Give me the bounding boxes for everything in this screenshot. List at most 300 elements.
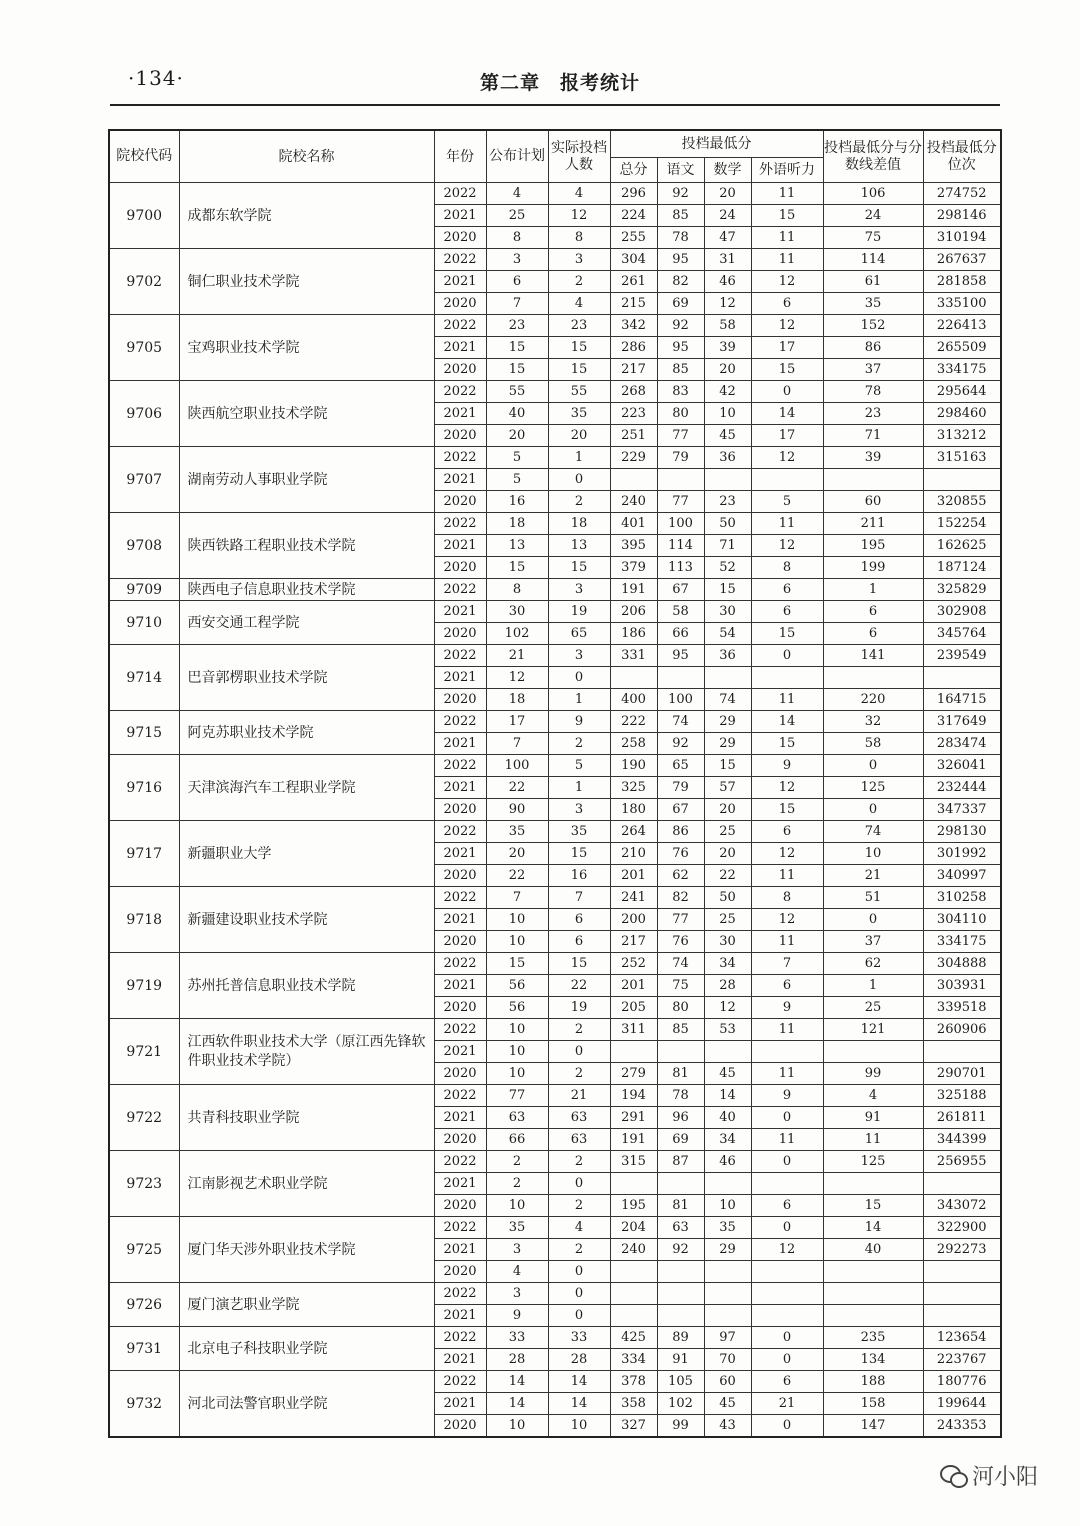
listening-cell: 15 [751,733,823,755]
chinese-cell: 74 [657,711,704,733]
total-cell: 304 [610,249,657,271]
total-cell: 229 [610,447,657,469]
diff-cell: 0 [823,799,923,821]
actual-cell: 15 [548,557,610,579]
listening-cell: 0 [751,381,823,403]
diff-cell: 195 [823,535,923,557]
rank-cell: 187124 [923,557,1001,579]
actual-cell: 14 [548,1371,610,1393]
total-cell: 378 [610,1371,657,1393]
actual-cell: 2 [548,491,610,513]
listening-cell: 12 [751,909,823,931]
chinese-cell: 78 [657,1085,704,1107]
diff-cell: 35 [823,293,923,315]
actual-cell: 12 [548,205,610,227]
plan-cell: 10 [486,1063,548,1085]
total-cell: 258 [610,733,657,755]
plan-cell: 25 [486,205,548,227]
year-cell: 2022 [434,447,486,469]
school-code-cell: 9715 [109,711,179,755]
listening-cell: 14 [751,403,823,425]
chinese-cell: 105 [657,1371,704,1393]
chinese-cell [657,469,704,491]
math-cell: 45 [704,1063,751,1085]
chinese-cell: 77 [657,491,704,513]
rank-cell: 243353 [923,1415,1001,1438]
actual-cell: 14 [548,1393,610,1415]
year-cell: 2020 [434,865,486,887]
diff-cell: 220 [823,689,923,711]
plan-cell: 22 [486,865,548,887]
diff-cell: 1 [823,975,923,997]
math-cell: 15 [704,579,751,601]
math-cell: 57 [704,777,751,799]
diff-cell: 78 [823,381,923,403]
rank-cell [923,1305,1001,1327]
listening-cell: 6 [751,1371,823,1393]
plan-cell: 77 [486,1085,548,1107]
table-row [109,953,1001,975]
rank-cell [923,1173,1001,1195]
table-row [109,381,1001,403]
school-name-cell: 天津滨海汽车工程职业学院 [179,755,434,821]
plan-cell: 15 [486,359,548,381]
plan-cell: 35 [486,821,548,843]
actual-cell: 0 [548,667,610,689]
plan-cell: 3 [486,1283,548,1305]
plan-cell: 12 [486,667,548,689]
actual-cell: 8 [548,227,610,249]
diff-cell: 62 [823,953,923,975]
math-cell: 50 [704,887,751,909]
plan-cell: 14 [486,1393,548,1415]
plan-cell: 13 [486,535,548,557]
actual-cell: 63 [548,1129,610,1151]
math-cell: 42 [704,381,751,403]
plan-cell: 7 [486,293,548,315]
school-code-cell: 9717 [109,821,179,887]
chinese-cell: 82 [657,887,704,909]
rank-cell: 226413 [923,315,1001,337]
actual-cell: 15 [548,337,610,359]
rank-cell: 260906 [923,1019,1001,1041]
actual-cell: 0 [548,1173,610,1195]
year-cell: 2021 [434,733,486,755]
total-cell: 204 [610,1217,657,1239]
total-cell [610,1283,657,1305]
table-row [109,1217,1001,1239]
rank-cell: 317649 [923,711,1001,733]
total-cell: 251 [610,425,657,447]
rank-cell: 283474 [923,733,1001,755]
actual-cell: 15 [548,843,610,865]
math-cell: 20 [704,799,751,821]
table-row [109,1151,1001,1173]
plan-cell: 6 [486,271,548,293]
year-cell: 2020 [434,997,486,1019]
total-cell: 191 [610,1129,657,1151]
actual-cell: 2 [548,1239,610,1261]
chinese-cell: 69 [657,1129,704,1151]
rank-cell: 274752 [923,183,1001,205]
plan-cell: 8 [486,579,548,601]
header-chinese: 语文 [657,158,704,183]
chinese-cell [657,1261,704,1283]
plan-cell: 35 [486,1217,548,1239]
year-cell: 2020 [434,425,486,447]
total-cell [610,667,657,689]
school-code-cell: 9718 [109,887,179,953]
plan-cell: 3 [486,1239,548,1261]
math-cell: 23 [704,491,751,513]
diff-cell: 152 [823,315,923,337]
math-cell: 34 [704,1129,751,1151]
diff-cell: 158 [823,1393,923,1415]
plan-cell: 20 [486,843,548,865]
school-name-cell: 厦门华天涉外职业技术学院 [179,1217,434,1283]
wechat-watermark [940,1460,1038,1491]
plan-cell: 2 [486,1173,548,1195]
header-rule [110,104,1000,106]
year-cell: 2020 [434,931,486,953]
year-cell: 2020 [434,359,486,381]
total-cell: 241 [610,887,657,909]
math-cell: 20 [704,183,751,205]
rank-cell: 320855 [923,491,1001,513]
year-cell: 2021 [434,667,486,689]
actual-cell: 3 [548,799,610,821]
watermark-text: 河小阳 [972,1465,1039,1490]
total-cell: 395 [610,535,657,557]
math-cell: 45 [704,425,751,447]
chinese-cell: 80 [657,403,704,425]
plan-cell: 9 [486,1305,548,1327]
actual-cell: 0 [548,1305,610,1327]
diff-cell: 60 [823,491,923,513]
total-cell: 286 [610,337,657,359]
year-cell: 2022 [434,183,486,205]
year-cell: 2022 [434,1085,486,1107]
rank-cell: 290701 [923,1063,1001,1085]
rank-cell: 152254 [923,513,1001,535]
plan-cell: 15 [486,337,548,359]
total-cell: 327 [610,1415,657,1438]
year-cell: 2021 [434,205,486,227]
chinese-cell: 83 [657,381,704,403]
diff-cell: 37 [823,931,923,953]
total-cell: 200 [610,909,657,931]
math-cell: 29 [704,711,751,733]
plan-cell: 33 [486,1327,548,1349]
school-code-cell: 9705 [109,315,179,381]
chinese-cell: 79 [657,447,704,469]
year-cell: 2022 [434,381,486,403]
chinese-cell: 99 [657,1415,704,1438]
table-row [109,249,1001,271]
diff-cell: 121 [823,1019,923,1041]
diff-cell: 24 [823,205,923,227]
total-cell: 264 [610,821,657,843]
school-code-cell: 9710 [109,601,179,645]
chinese-cell: 113 [657,557,704,579]
math-cell: 43 [704,1415,751,1438]
diff-cell: 86 [823,337,923,359]
chinese-cell: 78 [657,227,704,249]
school-name-cell: 江西软件职业技术大学（原江西先锋软件职业技术学院） [179,1019,434,1085]
diff-cell: 4 [823,1085,923,1107]
rank-cell: 344399 [923,1129,1001,1151]
plan-cell: 20 [486,425,548,447]
listening-cell: 9 [751,755,823,777]
plan-cell: 40 [486,403,548,425]
plan-cell: 8 [486,227,548,249]
total-cell: 261 [610,271,657,293]
plan-cell: 90 [486,799,548,821]
chinese-cell: 66 [657,623,704,645]
listening-cell: 17 [751,337,823,359]
math-cell [704,667,751,689]
rank-cell: 295644 [923,381,1001,403]
year-cell: 2021 [434,1041,486,1063]
diff-cell: 23 [823,403,923,425]
actual-cell: 16 [548,865,610,887]
math-cell: 20 [704,843,751,865]
school-name-cell: 共青科技职业学院 [179,1085,434,1151]
math-cell: 39 [704,337,751,359]
year-cell: 2022 [434,513,486,535]
total-cell: 206 [610,601,657,623]
actual-cell: 22 [548,975,610,997]
header-year: 年份 [434,130,486,183]
chinese-cell: 114 [657,535,704,557]
actual-cell: 3 [548,579,610,601]
table-row [109,1371,1001,1393]
listening-cell: 11 [751,865,823,887]
school-name-cell: 巴音郭楞职业技术学院 [179,645,434,711]
math-cell: 14 [704,1085,751,1107]
math-cell: 40 [704,1107,751,1129]
total-cell: 334 [610,1349,657,1371]
total-cell: 240 [610,1239,657,1261]
actual-cell: 28 [548,1349,610,1371]
rank-cell: 292273 [923,1239,1001,1261]
school-name-cell: 新疆职业大学 [179,821,434,887]
school-code-cell: 9709 [109,579,179,601]
math-cell: 28 [704,975,751,997]
year-cell: 2022 [434,755,486,777]
listening-cell: 11 [751,249,823,271]
diff-cell: 74 [823,821,923,843]
rank-cell: 302908 [923,601,1001,623]
page-number: ·134· [128,66,184,90]
listening-cell: 11 [751,513,823,535]
year-cell: 2021 [434,1173,486,1195]
total-cell: 223 [610,403,657,425]
plan-cell: 10 [486,1019,548,1041]
diff-cell: 6 [823,623,923,645]
chinese-cell: 95 [657,645,704,667]
rank-cell [923,1283,1001,1305]
math-cell: 30 [704,601,751,623]
header-math: 数学 [704,158,751,183]
rank-cell: 335100 [923,293,1001,315]
plan-cell: 56 [486,997,548,1019]
listening-cell [751,667,823,689]
year-cell: 2021 [434,271,486,293]
total-cell: 401 [610,513,657,535]
total-cell: 325 [610,777,657,799]
math-cell: 53 [704,1019,751,1041]
plan-cell: 56 [486,975,548,997]
plan-cell: 10 [486,1041,548,1063]
year-cell: 2020 [434,799,486,821]
math-cell: 46 [704,271,751,293]
chinese-cell: 86 [657,821,704,843]
listening-cell: 12 [751,447,823,469]
math-cell [704,1173,751,1195]
diff-cell: 15 [823,1195,923,1217]
year-cell: 2021 [434,777,486,799]
year-cell: 2020 [434,227,486,249]
math-cell: 12 [704,997,751,1019]
listening-cell: 11 [751,227,823,249]
total-cell: 255 [610,227,657,249]
math-cell: 22 [704,865,751,887]
school-code-cell: 9706 [109,381,179,447]
diff-cell [823,1041,923,1063]
year-cell: 2022 [434,249,486,271]
rank-cell: 223767 [923,1349,1001,1371]
total-cell: 191 [610,579,657,601]
chinese-cell: 77 [657,909,704,931]
admission-table-container [108,129,1000,1438]
actual-cell: 4 [548,293,610,315]
year-cell: 2021 [434,1393,486,1415]
plan-cell: 10 [486,931,548,953]
total-cell: 201 [610,975,657,997]
chinese-cell: 63 [657,1217,704,1239]
year-cell: 2021 [434,337,486,359]
actual-cell: 1 [548,689,610,711]
actual-cell: 4 [548,1217,610,1239]
math-cell [704,1041,751,1063]
listening-cell: 12 [751,271,823,293]
plan-cell: 17 [486,711,548,733]
actual-cell: 15 [548,359,610,381]
table-body [109,183,1001,1438]
total-cell: 342 [610,315,657,337]
chinese-cell: 79 [657,777,704,799]
rank-cell: 345764 [923,623,1001,645]
rank-cell: 325188 [923,1085,1001,1107]
chinese-cell: 92 [657,733,704,755]
year-cell: 2020 [434,491,486,513]
listening-cell: 15 [751,205,823,227]
actual-cell: 10 [548,1415,610,1438]
school-name-cell: 湖南劳动人事职业学院 [179,447,434,513]
year-cell: 2021 [434,1107,486,1129]
diff-cell: 21 [823,865,923,887]
chinese-cell: 74 [657,953,704,975]
plan-cell: 2 [486,1151,548,1173]
diff-cell: 106 [823,183,923,205]
total-cell: 186 [610,623,657,645]
math-cell: 71 [704,535,751,557]
diff-cell: 199 [823,557,923,579]
plan-cell: 16 [486,491,548,513]
school-name-cell: 厦门演艺职业学院 [179,1283,434,1327]
rank-cell: 304110 [923,909,1001,931]
rank-cell: 164715 [923,689,1001,711]
listening-cell: 6 [751,821,823,843]
total-cell: 268 [610,381,657,403]
math-cell: 10 [704,1195,751,1217]
chinese-cell: 92 [657,1239,704,1261]
table-row [109,1019,1001,1041]
listening-cell: 21 [751,1393,823,1415]
rank-cell: 281858 [923,271,1001,293]
plan-cell: 3 [486,249,548,271]
math-cell: 46 [704,1151,751,1173]
total-cell: 217 [610,931,657,953]
header-rank: 投档最低分位次 [923,130,1001,183]
rank-cell: 303931 [923,975,1001,997]
actual-cell: 6 [548,931,610,953]
math-cell: 54 [704,623,751,645]
diff-cell: 125 [823,777,923,799]
plan-cell: 10 [486,1195,548,1217]
year-cell: 2022 [434,645,486,667]
math-cell [704,1261,751,1283]
school-name-cell: 江南影视艺术职业学院 [179,1151,434,1217]
year-cell: 2021 [434,601,486,623]
listening-cell: 0 [751,1217,823,1239]
rank-cell: 347337 [923,799,1001,821]
chinese-cell: 76 [657,931,704,953]
math-cell: 97 [704,1327,751,1349]
diff-cell: 211 [823,513,923,535]
school-code-cell: 9721 [109,1019,179,1085]
plan-cell: 10 [486,1415,548,1438]
total-cell: 291 [610,1107,657,1129]
chinese-cell [657,1173,704,1195]
diff-cell [823,1173,923,1195]
diff-cell [823,1261,923,1283]
plan-cell: 7 [486,733,548,755]
plan-cell: 15 [486,557,548,579]
math-cell: 35 [704,1217,751,1239]
diff-cell: 0 [823,755,923,777]
diff-cell: 0 [823,909,923,931]
total-cell: 315 [610,1151,657,1173]
listening-cell: 14 [751,711,823,733]
actual-cell: 2 [548,1195,610,1217]
diff-cell: 147 [823,1415,923,1438]
table-row [109,821,1001,843]
diff-cell: 37 [823,359,923,381]
total-cell [610,469,657,491]
actual-cell: 0 [548,1283,610,1305]
listening-cell [751,469,823,491]
total-cell [610,1041,657,1063]
total-cell: 195 [610,1195,657,1217]
actual-cell: 20 [548,425,610,447]
plan-cell: 15 [486,953,548,975]
listening-cell: 11 [751,183,823,205]
chinese-cell: 85 [657,359,704,381]
chinese-cell [657,667,704,689]
rank-cell: 343072 [923,1195,1001,1217]
